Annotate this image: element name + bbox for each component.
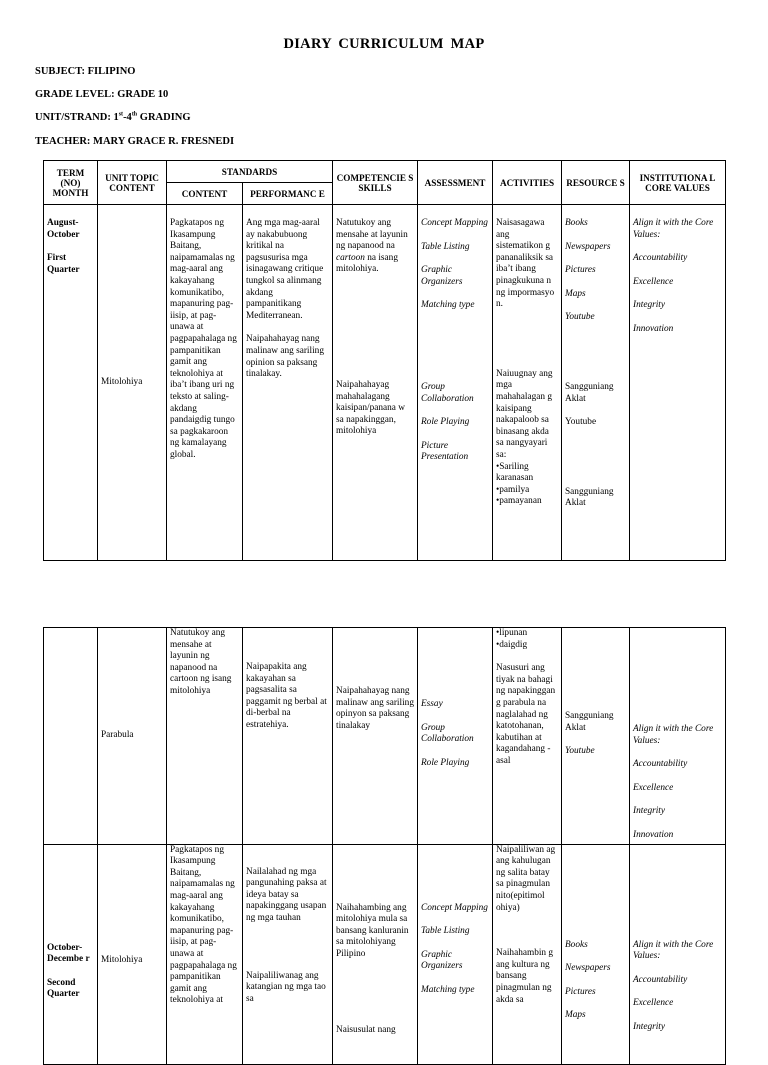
resource-item: Sangguniang Aklat xyxy=(565,711,614,733)
table-row xyxy=(44,844,726,1064)
comp-a: Natutukoy ang mensahe at layunin ng napanood na xyxy=(336,218,408,252)
value-item: Accountability xyxy=(633,253,688,264)
term-months: August-October xyxy=(47,218,80,240)
activity-bullets xyxy=(496,628,558,651)
activity-text-2: Naiuugnay ang mga mahahalagan g kaisipang nakapaloob sa binasang akda sa nangyayari sa: xyxy=(496,368,553,460)
performance-standard-cell: Naipapakita ang kakayahan sa pagsasalita sa paggamit ng berbal at di-berbal na estratehiya. xyxy=(243,628,333,845)
resource-item: Maps xyxy=(565,1010,586,1021)
assessment-item: Group Collaboration xyxy=(421,381,474,404)
header-performance: PERFORMANC E xyxy=(243,183,333,205)
performance-text-2: Naipahahayag nang malinaw ang sariling opinion sa paksang tinalakay. xyxy=(246,334,324,380)
term-cell xyxy=(44,844,98,1064)
header-values: INSTITUTIONA L CORE VALUES xyxy=(630,161,726,205)
values-intro: Align it with the Core Values: xyxy=(633,939,714,962)
competency-text-1 xyxy=(336,218,414,276)
curriculum-table-page2 xyxy=(43,627,726,1065)
core-values-cell xyxy=(630,628,726,845)
list-item: • pamilya xyxy=(496,485,558,497)
table-row xyxy=(44,205,726,561)
value-item: Excellence xyxy=(633,782,674,793)
unit-cell: Mitolohiya xyxy=(98,844,167,1064)
value-item: Integrity xyxy=(633,1021,666,1032)
resource-item: Youtube xyxy=(565,312,595,323)
competency-text-2: Naisusulat nang xyxy=(336,1024,396,1035)
value-item: Excellence xyxy=(633,998,674,1009)
header-term: TERM (NO) MONTH xyxy=(44,161,98,205)
activity-text-1: Naisasagawa ang sistematikon g pananaliksik sa iba’t ibang pinagkukuna n ng impormasyo n. xyxy=(496,218,555,310)
value-item: Integrity xyxy=(633,300,666,311)
value-item: Accountability xyxy=(633,759,688,770)
subject-line: SUBJECT: FILIPINO xyxy=(35,66,136,77)
list-item: • lipunan xyxy=(496,628,558,640)
comp-b: cartoon xyxy=(336,252,365,263)
values-intro: Align it with the Core Values: xyxy=(633,218,714,240)
grade-level-line: GRADE LEVEL: GRADE 10 xyxy=(35,89,169,100)
resource-item: Newspapers xyxy=(565,963,611,974)
value-item: Integrity xyxy=(633,806,666,817)
list-item: • Sariling karanasan xyxy=(496,462,558,485)
list-item: • daigdig xyxy=(496,640,558,652)
unit-sup-st: st xyxy=(118,111,124,118)
header-unit: UNIT TOPIC CONTENT xyxy=(98,161,167,205)
header-assessment: ASSESSMENT xyxy=(418,161,493,205)
resource-item: Newspapers xyxy=(565,241,611,252)
content-standard-cell: Natutukoy ang mensahe at layunin ng napanood na cartoon ng isang mitolohiya xyxy=(167,628,243,845)
unit-cell: Parabula xyxy=(98,628,167,845)
header-standards: STANDARDS xyxy=(167,161,333,183)
term-quarter: Second Quarter xyxy=(47,977,80,1000)
unit-strand-line xyxy=(35,112,191,123)
resource-item: Maps xyxy=(565,288,586,299)
assessment-cell xyxy=(418,844,493,1064)
assessment-item: Table Listing xyxy=(421,241,470,252)
assessment-item: Graphic Organizers xyxy=(421,949,463,972)
activity-bullets xyxy=(496,462,558,508)
assessment-item: Table Listing xyxy=(421,926,470,937)
header-competencies: COMPETENCIE S SKILLS xyxy=(333,161,418,205)
assessment-item: Role Playing xyxy=(421,417,470,428)
activity-text-1: Naipaliliwan ag ang kahulugan ng salita batay sa pinagmulan nito(epitimol ohiya) xyxy=(496,844,556,913)
term-quarter: First Quarter xyxy=(47,253,80,275)
unit-mid: -4 xyxy=(123,112,132,123)
value-item: Innovation xyxy=(633,323,674,334)
unit-sup-th: th xyxy=(131,111,138,118)
performance-standard-cell xyxy=(243,844,333,1064)
unit-suffix: GRADING xyxy=(137,112,191,123)
assessment-item: Concept Mapping xyxy=(421,218,488,228)
activities-cell xyxy=(493,205,562,561)
activity-text: Nasusuri ang tiyak na bahagi ng napakinggan g parabula na naglalahad ng katotohanan, kabutihan at kagandahang -asal xyxy=(496,663,556,766)
performance-text-2: Naipaliliwanag ang katangian ng mga tao sa xyxy=(246,970,326,1004)
resource-item: Pictures xyxy=(565,986,596,997)
assessment-item: Matching type xyxy=(421,984,475,995)
assessment-item: Picture Presentation xyxy=(421,440,469,463)
value-item: Excellence xyxy=(633,276,674,287)
resource-item: Books xyxy=(565,939,588,950)
competencies-cell: Naipahahayag nang malinaw ang sariling opinyon sa paksang tinalakay xyxy=(333,628,418,845)
list-item: • pamayanan xyxy=(496,496,558,508)
assessment-item: Role Playing xyxy=(421,757,470,768)
assessment-item: Concept Mapping xyxy=(421,902,488,913)
content-standard-cell: Pagkatapos ng Ikasampung Baitang, naipamamalas ng mag-aaral ang kakayahang komunikatibo, mapanuring pag-iisip, at pag-unawa at pagpapahalaga ng pampanitikan gamit ang teknolohiya at xyxy=(167,844,243,1064)
unit-prefix: UNIT/STRAND: 1 xyxy=(35,112,119,123)
assessment-item: Graphic Organizers xyxy=(421,265,463,287)
unit-cell: Mitolohiya xyxy=(98,205,167,561)
core-values-cell xyxy=(630,844,726,1064)
performance-standard-cell xyxy=(243,205,333,561)
document-title: DIARY CURRICULUM MAP xyxy=(283,36,485,52)
term-cell xyxy=(44,205,98,561)
activities-cell xyxy=(493,628,562,845)
teacher-line: TEACHER: MARY GRACE R. FRESNEDI xyxy=(35,136,235,147)
comp-c: na isang mitolohiya. xyxy=(336,252,398,275)
values-intro: Align it with the Core Values: xyxy=(633,724,714,746)
resource-item: Sangguniang Aklat xyxy=(565,486,614,509)
value-item: Accountability xyxy=(633,974,688,985)
activities-cell xyxy=(493,844,562,1064)
activity-text-2: Naihahambin g ang kultura ng bansang pinagmulan ng akda sa xyxy=(496,948,554,1005)
core-values-cell xyxy=(630,205,726,561)
assessment-cell xyxy=(418,628,493,845)
content-standard-cell: Pagkatapos ng Ikasampung Baitang, naipamamalas ng mag-aaral ang kakayahang komunikatibo, mapanuring pag-iisip, at pag-unawa at pagpapahalaga ng pampanitikan gamit ang teknolohiya at iba’t ibang uri ng teksto at saling-akdang pandaigdig tungo sa pagkakaroon ng kamalayang global. xyxy=(167,205,243,561)
value-item: Innovation xyxy=(633,829,674,840)
term-months: October-Decembe r xyxy=(47,942,90,965)
resource-item: Sangguniang Aklat xyxy=(565,381,614,404)
header-resources: RESOURCE S xyxy=(562,161,630,205)
header-activities: ACTIVITIES xyxy=(493,161,562,205)
resource-item: Books xyxy=(565,218,588,228)
resources-cell xyxy=(562,628,630,845)
competencies-cell xyxy=(333,205,418,561)
curriculum-table-page1 xyxy=(43,160,726,561)
assessment-cell xyxy=(418,205,493,561)
assessment-item: Matching type xyxy=(421,300,475,311)
competencies-cell xyxy=(333,844,418,1064)
resource-item: Youtube xyxy=(565,746,595,757)
competency-text-2: Naipahahayag mahahalagang kaisipan/panana w sa napakinggan, mitolohiya xyxy=(336,379,405,437)
resource-item: Pictures xyxy=(565,265,596,276)
performance-text-1: Ang mga mag-aaral ay nakabubuong kritikal na pagsusurisa mga isinagawang critique tungkol sa alinmang akdang pampanitikang Mediterranean. xyxy=(246,218,324,321)
assessment-item: Essay xyxy=(421,699,443,709)
table-row xyxy=(44,628,726,845)
performance-text-1: Nailalahad ng mga pangunahing paksa at ideya batay sa napakinggang usapan ng mga tauhan xyxy=(246,866,327,923)
resource-item: Youtube xyxy=(565,417,597,428)
header-content: CONTENT xyxy=(167,183,243,205)
assessment-item: Group Collaboration xyxy=(421,722,474,745)
term-cell-empty xyxy=(44,628,98,845)
competency-text-1: Naihahambing ang mitolohiya mula sa bansang kanluranin sa mitolohiyang Pilipino xyxy=(336,902,409,959)
resources-cell xyxy=(562,844,630,1064)
resources-cell xyxy=(562,205,630,561)
